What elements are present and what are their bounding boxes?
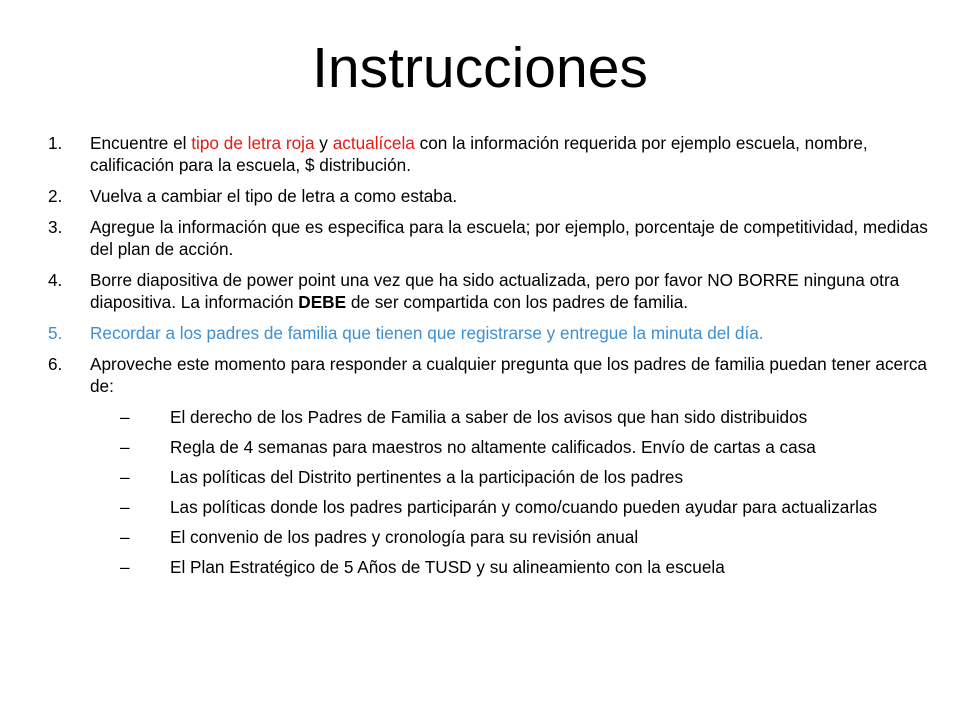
item-text: de ser compartida con los padres de familia. xyxy=(346,292,689,312)
list-number: 1. xyxy=(48,133,63,153)
sub-list-item xyxy=(48,406,938,428)
list-item-4 xyxy=(48,269,938,313)
sub-list-item xyxy=(48,496,938,518)
list-number: 2. xyxy=(48,186,63,206)
bold-emphasis: DEBE xyxy=(298,292,347,312)
item-text: Encuentre el xyxy=(90,133,192,153)
item-text: Agregue la información que es especifica para la escuela; por ejemplo, porcentaje de competitividad, medidas del plan de acción. xyxy=(90,217,928,259)
sub-list-item xyxy=(48,526,938,548)
dash-bullet: – xyxy=(120,497,130,517)
red-text-highlight: tipo de letra roja xyxy=(191,133,315,153)
list-number: 3. xyxy=(48,217,63,237)
list-item-5 xyxy=(48,322,938,344)
item-text: Aproveche este momento para responder a cualquier pregunta que los padres de familia puedan tener acerca de: xyxy=(90,354,927,396)
red-text-highlight: actualícela xyxy=(332,133,415,153)
item-text: Recordar a los padres de familia que tienen que registrarse y entregue la minuta del día. xyxy=(90,323,764,343)
sub-item-text: El Plan Estratégico de 5 Años de TUSD y su alineamiento con la escuela xyxy=(170,557,725,577)
list-number: 6. xyxy=(48,354,63,374)
sub-item-text: Regla de 4 semanas para maestros no altamente calificados. Envío de cartas a casa xyxy=(170,437,816,457)
list-item-1 xyxy=(48,132,938,176)
sub-item-text: El convenio de los padres y cronología para su revisión anual xyxy=(170,527,639,547)
sub-item-text: Las políticas del Distrito pertinentes a la participación de los padres xyxy=(170,467,684,487)
sub-list-item xyxy=(48,466,938,488)
list-number: 4. xyxy=(48,270,63,290)
list-item-3 xyxy=(48,216,938,260)
list-number: 5. xyxy=(48,323,63,343)
sub-item-text: Las políticas donde los padres participarán y como/cuando pueden ayudar para actualizarlas xyxy=(170,497,878,517)
list-item-6 xyxy=(48,353,938,397)
list-item-2 xyxy=(48,185,938,207)
sub-list-item xyxy=(48,436,938,458)
dash-bullet: – xyxy=(120,557,130,577)
dash-bullet: – xyxy=(120,407,130,427)
item-text: con la información requerida por ejemplo escuela, nombre, calificación para la escuela, $ distribución. xyxy=(90,133,868,175)
dash-bullet: – xyxy=(120,437,130,457)
sub-list-item xyxy=(48,556,938,578)
sub-item-text: El derecho de los Padres de Familia a saber de los avisos que han sido distribuidos xyxy=(170,407,808,427)
item-text: y xyxy=(314,133,333,153)
item-text: Vuelva a cambiar el tipo de letra a como estaba. xyxy=(90,186,458,206)
dash-bullet: – xyxy=(120,527,130,547)
item-text: Borre diapositiva de power point una vez que ha sido actualizada, pero por favor NO BORRE ninguna otra diapositiva. La información xyxy=(90,270,900,312)
slide-title: Instrucciones xyxy=(312,36,648,100)
instruction-list xyxy=(48,132,938,586)
dash-bullet: – xyxy=(120,467,130,487)
